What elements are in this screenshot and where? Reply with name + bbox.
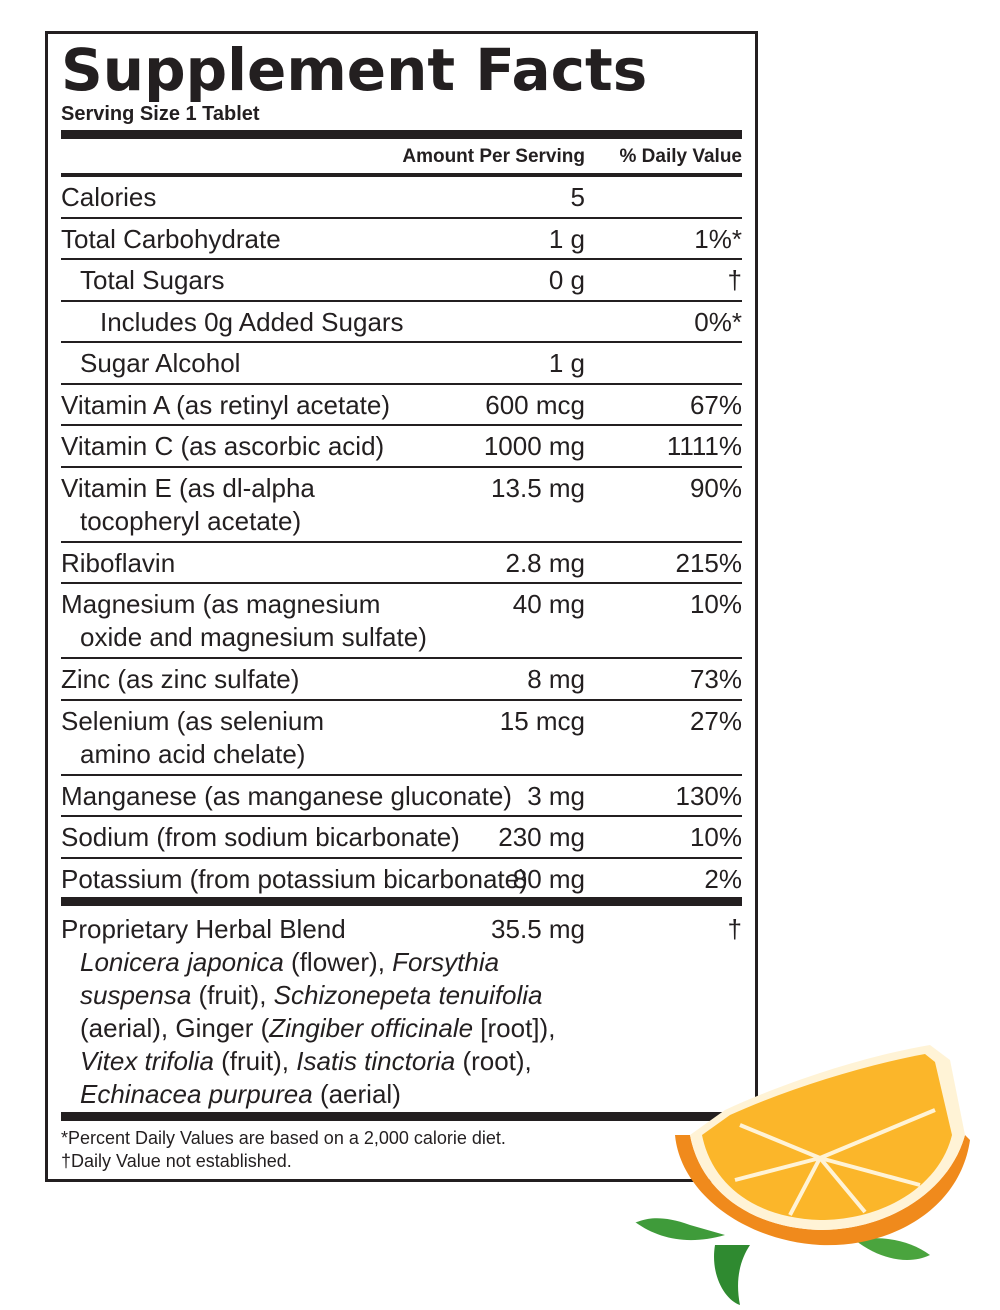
table-row — [61, 426, 742, 468]
ingredient-text: (aerial), Ginger ( — [80, 1013, 270, 1043]
table-row — [61, 302, 742, 344]
panel-title: Supplement Facts — [61, 36, 648, 104]
table-row — [61, 343, 742, 385]
nutrient-amount: 80 mg — [512, 863, 585, 894]
ingredient-latin: Schizonepeta tenuifolia — [273, 980, 543, 1010]
nutrient-amount: 1 g — [548, 223, 585, 254]
nutrient-dv: 10% — [689, 589, 742, 619]
nutrient-amount: 3 mg — [527, 780, 585, 811]
nutrient-amount: 2.8 mg — [505, 547, 585, 578]
ingredient-latin: Vitex trifolia — [80, 1046, 214, 1076]
column-header — [61, 144, 742, 174]
nutrient-amount: 8 mg — [527, 664, 585, 694]
footnote-percent: *Percent Daily Values are based on a 2,000 calorie diet. — [61, 1128, 506, 1148]
footnote-dagger: †Daily Value not established. — [61, 1151, 292, 1171]
ingredient-latin: suspensa — [80, 980, 192, 1010]
blend-dv: † — [727, 914, 742, 944]
nutrient-name: Sodium (from sodium bicarbonate) — [61, 822, 460, 852]
nutrient-name: Sugar Alcohol — [80, 348, 241, 378]
ingredient-text: (fruit), — [191, 980, 274, 1010]
supplement-facts-panel — [45, 31, 758, 1182]
orange-slice-image — [630, 1040, 990, 1310]
nutrient-amount: 0 g — [548, 265, 585, 295]
daily-value-header: % Daily Value — [619, 146, 742, 167]
nutrient-name-continued: oxide and magnesium sulfate) — [80, 622, 427, 652]
nutrient-name: Vitamin C (as ascorbic acid) — [61, 431, 385, 461]
nutrient-amount: 1000 mg — [483, 431, 585, 461]
nutrient-dv: 1111% — [666, 431, 742, 461]
leaf-icon — [855, 1238, 930, 1260]
table-row — [61, 543, 742, 585]
amount-header: Amount Per Serving — [402, 146, 585, 167]
ingredient-line — [80, 1078, 540, 1111]
ingredient-text: (fruit), — [213, 1046, 297, 1076]
table-row — [61, 859, 742, 899]
nutrient-dv: 27% — [689, 705, 742, 736]
ingredient-latin: Zingiber officinale — [269, 1013, 474, 1043]
nutrient-dv: 0%* — [694, 306, 742, 337]
nutrient-amount: 1 g — [548, 348, 585, 378]
nutrient-name: Magnesium (as magnesium — [61, 589, 381, 619]
nutrient-dv: 1%* — [694, 223, 742, 254]
nutrient-name: Manganese (as manganese gluconate) — [61, 780, 512, 811]
table-row — [61, 659, 742, 701]
nutrient-name: Selenium (as selenium — [61, 705, 325, 736]
nutrient-amount: 13.5 mg — [491, 472, 585, 503]
table-row — [61, 776, 742, 818]
nutrient-amount: 15 mcg — [499, 705, 585, 736]
ingredient-line — [80, 1045, 540, 1078]
ingredient-latin: Echinacea purpurea — [80, 1079, 313, 1109]
nutrient-name: Total Sugars — [80, 265, 225, 295]
nutrient-dv: 73% — [689, 664, 742, 694]
nutrient-amount: 600 mcg — [485, 389, 585, 420]
nutrient-name: Zinc (as zinc sulfate) — [61, 664, 300, 694]
nutrient-dv: † — [727, 265, 742, 295]
nutrient-dv: 130% — [675, 780, 742, 811]
table-row — [61, 260, 742, 302]
leaf-icon — [714, 1245, 750, 1305]
thick-divider — [61, 897, 742, 906]
ingredient-line — [80, 946, 540, 979]
nutrient-name: Includes 0g Added Sugars — [100, 306, 404, 337]
thick-divider — [61, 130, 742, 139]
table-row — [61, 385, 742, 427]
nutrient-amount: 230 mg — [498, 822, 585, 852]
blend-ingredients — [80, 946, 556, 1111]
nutrient-name: Riboflavin — [61, 547, 176, 578]
ingredient-line — [80, 1012, 556, 1045]
nutrient-dv: 10% — [689, 822, 742, 852]
ingredient-text: (flower), — [283, 947, 393, 977]
ingredient-text: (aerial) — [312, 1079, 401, 1109]
ingredient-text: (root), — [455, 1046, 532, 1076]
nutrient-amount: 40 mg — [512, 589, 585, 619]
table-row — [61, 584, 742, 659]
blend-name: Proprietary Herbal Blend — [61, 914, 346, 944]
serving-size: Serving Size 1 Tablet — [61, 103, 260, 125]
nutrient-table — [61, 177, 742, 898]
ingredient-latin: Lonicera japonica — [80, 947, 284, 977]
ingredient-line — [80, 979, 543, 1012]
nutrient-amount: 5 — [570, 182, 585, 212]
ingredient-latin: Forsythia — [392, 947, 500, 977]
table-row — [61, 701, 742, 776]
table-row — [61, 817, 742, 859]
nutrient-name-continued: amino acid chelate) — [80, 738, 306, 769]
table-row — [61, 468, 742, 543]
ingredient-text: [root]), — [473, 1013, 556, 1043]
nutrient-name: Calories — [61, 182, 157, 212]
nutrient-dv: 90% — [689, 472, 742, 503]
nutrient-name: Potassium (from potassium bicarbonate) — [61, 863, 528, 894]
blend-amount: 35.5 mg — [491, 914, 585, 944]
nutrient-dv: 2% — [704, 863, 742, 894]
nutrient-name: Vitamin E (as dl-alpha — [61, 472, 315, 503]
nutrient-dv: 215% — [675, 547, 742, 578]
table-row — [61, 219, 742, 261]
nutrient-dv: 67% — [689, 389, 742, 420]
nutrient-name: Vitamin A (as retinyl acetate) — [61, 389, 391, 420]
ingredient-latin: Isatis tinctoria — [296, 1046, 456, 1076]
leaf-icon — [635, 1218, 725, 1240]
nutrient-name-continued: tocopheryl acetate) — [80, 505, 302, 536]
nutrient-name: Total Carbohydrate — [61, 223, 281, 254]
table-row — [61, 177, 742, 219]
